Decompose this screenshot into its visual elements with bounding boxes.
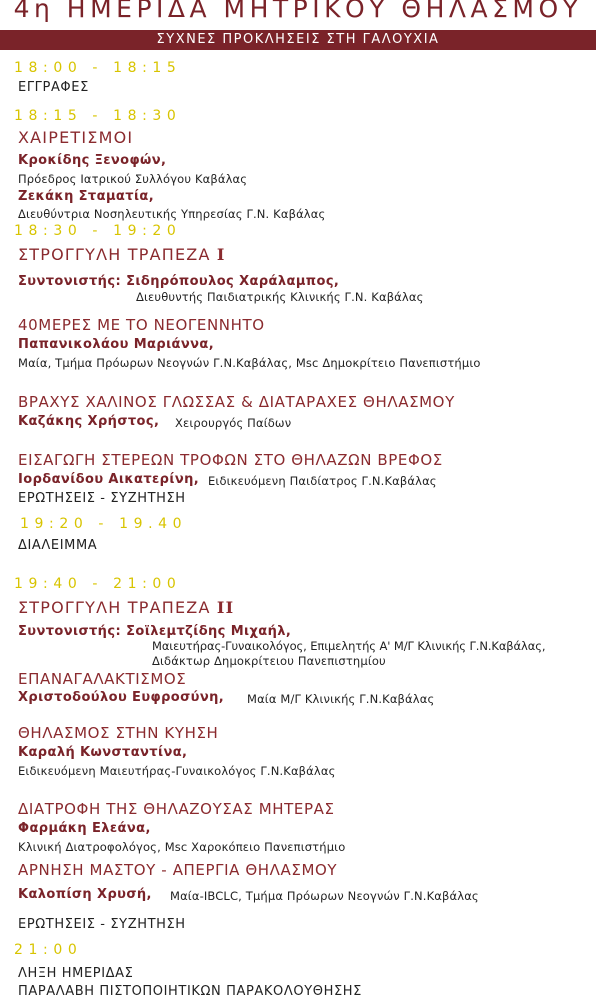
speaker-name: Χριστοδούλου Ευφροσύνη, [18,690,225,705]
speaker-name: Ιορδανίδου Αικατερίνη, [18,472,200,487]
round-table-1-numeral: I [216,245,226,264]
talk-title: ΕΠΑΝΑΓΑΛΑΚΤΙΣΜΟΣ [18,670,187,688]
speaker-name: Κροκίδης Ξενοφών, [18,153,167,168]
speaker-affiliation: Μαία Μ/Γ Κλινικής Γ.Ν.Καβάλας [247,692,435,706]
speaker-name: Καραλή Κωνσταντίνα, [18,745,188,760]
round-table-2-title [18,598,234,617]
speaker-affiliation: Μαία-IBCLC, Τμήμα Πρόωρων Νεογνών Γ.Ν.Καβάλας [170,889,479,903]
time-slot-round-table-2: 19:40 - 21:00 [14,576,182,592]
speaker-affiliation: Διευθύντρια Νοσηλευτικής Υπηρεσίας Γ.Ν. Καβάλας [18,207,326,221]
speaker-name: Φαρμάκη Ελεάνα, [18,821,151,836]
talk-title: ΑΡΝΗΣΗ ΜΑΣΤΟΥ - ΑΠΕΡΓΙΑ ΘΗΛΑΣΜΟΥ [18,861,338,879]
talk-title: ΔΙΑΤΡΟΦΗ ΤΗΣ ΘΗΛΑΖΟΥΣΑΣ ΜΗΤΕΡΑΣ [18,800,335,818]
talk-title: 40ΜΕΡΕΣ ΜΕ ΤΟ ΝΕΟΓΕΝΝΗΤΟ [18,316,265,334]
event-subtitle-banner: ΣΥΧΝΕΣ ΠΡΟΚΛΗΣΕΙΣ ΣΤΗ ΓΑΛΟΥΧΙΑ [0,30,596,50]
event-title: 4η ΗΜΕΡΙΔΑ ΜΗΤΡΙΚΟΥ ΘΗΛΑΣΜΟΥ [13,0,583,23]
moderator-affiliation: Μαιευτήρας-Γυναικολόγος, Επιμελητής Α' Μ/Γ Κλινικής Γ.Ν.Καβάλας, [152,639,546,653]
certificates-label: ΠΑΡΑΛΑΒΗ ΠΙΣΤΟΠΟΙΗΤΙΚΩΝ ΠΑΡΑΚΟΛΟΥΘΗΣΗΣ [18,984,362,999]
speaker-affiliation: Ειδικευόμενη Μαιευτήρας-Γυναικολόγος Γ.Ν.Καβάλας [18,764,336,778]
moderator-label: Συντονιστής: [18,624,122,639]
time-slot-break: 19:20 - 19.40 [20,516,188,532]
talk-title: ΘΗΛΑΣΜΟΣ ΣΤΗΝ ΚΥΗΣΗ [18,724,219,742]
closing-label: ΛΗΞΗ ΗΜΕΡΙΔΑΣ [18,966,134,981]
speaker-affiliation: Μαία, Τμήμα Πρόωρων Νεογνών Γ.Ν.Καβάλας, Msc Δημοκρίτειο Πανεπιστήμιο [18,356,481,370]
time-slot-round-table-1: 18:30 - 19:20 [14,223,182,239]
questions-discussion: ΕΡΩΤΗΣΕΙΣ - ΣΥΖΗΤΗΣΗ [18,491,186,506]
speaker-affiliation: Πρόεδρος Ιατρικού Συλλόγου Καβάλας [18,172,248,186]
moderator-name: Σιδηρόπουλος Χαράλαμπος, [126,274,340,289]
speaker-affiliation: Κλινική Διατροφολόγος, Msc Χαροκόπειο Πανεπιστήμιο [18,840,346,854]
speaker-affiliation: Χειρουργός Παίδων [175,416,292,430]
speaker-name: Παπανικολάου Μαριάννα, [18,337,215,352]
moderator-name: Σοϊλεμτζίδης Μιχαήλ, [126,624,292,639]
round-table-2-moderator [18,620,291,639]
speaker-name: Καζάκης Χρήστος, [18,414,160,429]
round-table-2-label: ΣΤΡΟΓΓΥΛΗ ΤΡΑΠΕΖΑ [18,598,211,617]
speaker-affiliation: Ειδικευόμενη Παιδίατρος Γ.Ν.Καβάλας [208,474,437,488]
round-table-2-numeral: II [216,598,235,617]
greetings-title: ΧΑΙΡΕΤΙΣΜΟΙ [18,128,134,147]
round-table-1-title [18,245,226,264]
questions-discussion: ΕΡΩΤΗΣΕΙΣ - ΣΥΖΗΤΗΣΗ [18,917,186,932]
time-slot-greetings: 18:15 - 18:30 [14,108,182,124]
speaker-name: Καλοπίση Χρυσή, [18,887,152,902]
moderator-affiliation: Διευθυντής Παιδιατρικής Κλινικής Γ.Ν. Καβάλας [136,290,424,304]
break-label: ΔΙΑΛΕΙΜΜΑ [18,538,98,553]
time-slot-closing: 21:00 [14,942,83,958]
round-table-1-moderator [18,270,339,289]
moderator-label: Συντονιστής: [18,274,122,289]
talk-title: ΕΙΣΑΓΩΓΗ ΣΤΕΡΕΩΝ ΤΡΟΦΩΝ ΣΤΟ ΘΗΛΑΖΩΝ ΒΡΕΦΟΣ [18,451,443,469]
speaker-name: Ζεκάκη Σταματία, [18,189,155,204]
round-table-1-label: ΣΤΡΟΓΓΥΛΗ ΤΡΑΠΕΖΑ [18,245,211,264]
registration-label: ΕΓΓΡΑΦΕΣ [18,80,89,95]
moderator-affiliation: Διδάκτωρ Δημοκρίτειου Πανεπιστημίου [152,654,386,668]
talk-title: ΒΡΑΧΥΣ ΧΑΛΙΝΟΣ ΓΛΩΣΣΑΣ & ΔΙΑΤΑΡΑΧΕΣ ΘΗΛΑΣΜΟΥ [18,393,455,411]
time-slot-registration: 18:00 - 18:15 [14,60,182,76]
